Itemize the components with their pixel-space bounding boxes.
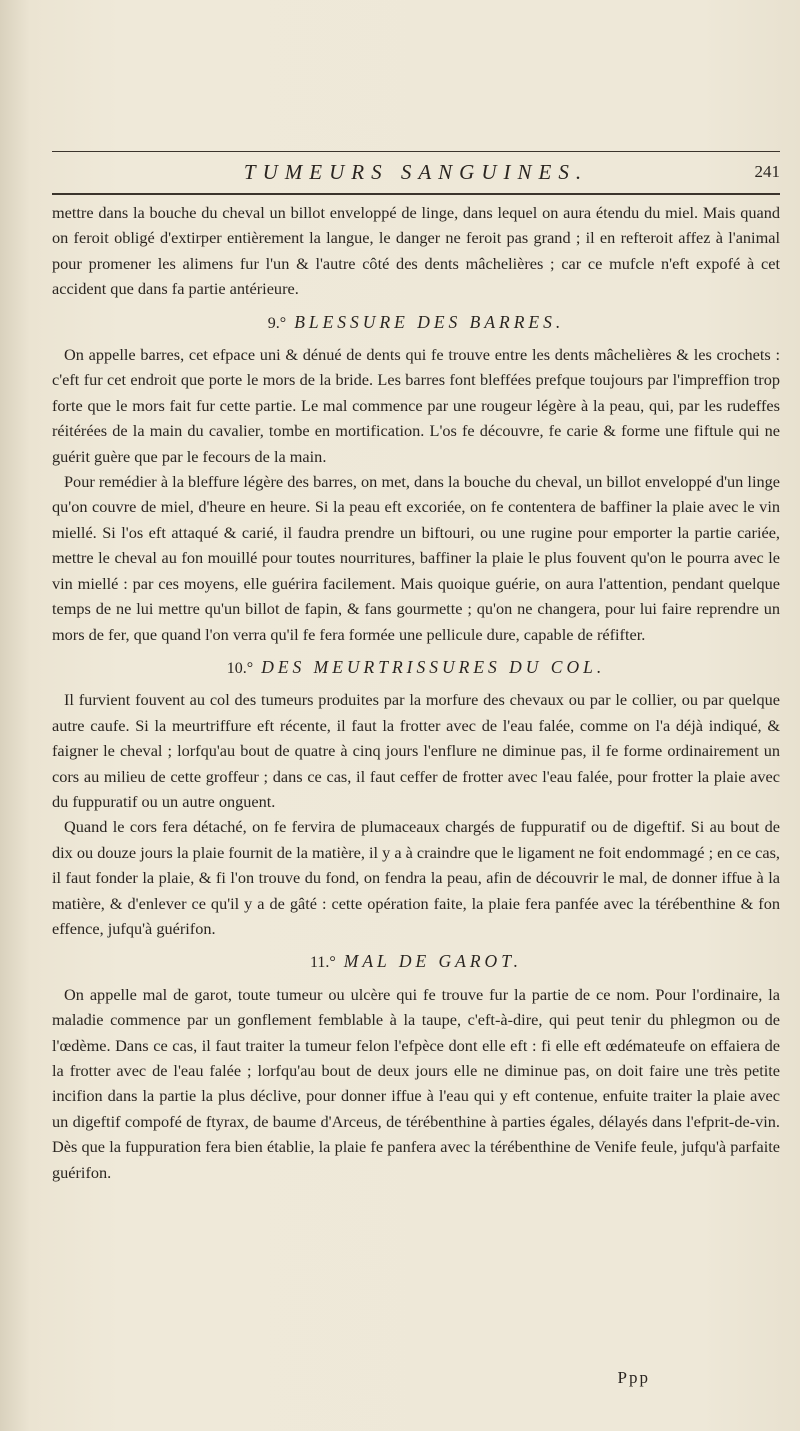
- section-number: 11.°: [309, 954, 336, 972]
- paragraph: Il furvient fouvent au col des tumeurs produites par la morfure des chevaux ou par le collier, ou par quelque autre caufe. Si la meurtriffure eft récente, il faut la frotter avec de l'eau falée, comme on l'a déjà indiqué, & faigner le cheval ; lorfqu'au bout de quatre à cinq jours l'enflure ne diminue pas, il fe forme ordinairement un cors au milieu de cette groffeur ; dans ce cas, il faut ceffer de frotter avec l'eau falée, pour frotter la plaie avec du fuppuratif ou un autre onguent.: [52, 690, 780, 811]
- section-title: MAL DE GAROT.: [343, 951, 523, 972]
- body-text: [52, 200, 780, 1185]
- paragraph: Quand le cors fera détaché, on fe fervira de plumaceaux chargés de fuppuratif ou de digeftif. Si au bout de dix ou douze jours la plaie fournit de la matière, il y a à craindre que le ligament ne foit endommagé ; en ce cas, il faut fonder la plaie, & fi l'on trouve du fond, on fendra la peau, afin de découvrir le mal, de donner iffue à la matière, & d'enlever ce qu'il y a de gâté : cette opération faite, la plaie fera panfée avec la térébenthine & fon effence, jufqu'à guérifon.: [52, 817, 780, 938]
- running-head: [52, 160, 780, 190]
- header-rule-top: [52, 151, 780, 152]
- paragraph: Pour remédier à la bleffure légère des barres, on met, dans la bouche du cheval, un billot enveloppé d'un linge qu'on couvre de miel, d'heure en heure. Si la peau eft excoriée, on fe contentera de baffiner la plaie avec le vin miellé. Si l'os eft attaqué & carié, il faudra prendre un biftouri, ou une rugine pour emporter la partie cariée, mettre le cheval au fon mouillé pour toutes nourritures, baffiner la plaie le plus fouvent qu'on le pourra avec le vin miellé : par ces moyens, elle guérira facilement. Mais quoique guérie, on aura l'attention, pendant quelque temps de ne lui mettre qu'un billot de fapin, & fans gourmette ; qu'on ne changera, pour lui faire reprendre un mors de fer, que quand l'on verra qu'il fe fera formée une pellicule dure, capable de réfifter.: [52, 472, 780, 644]
- section-title: DES MEURTRISSURES DU COL.: [261, 656, 606, 677]
- header-rule-bottom: [52, 193, 780, 195]
- section-title: BLESSURE DES BARRES.: [294, 311, 565, 332]
- running-title: TUMEURS SANGUINES.: [243, 160, 589, 184]
- paragraph: On appelle barres, cet efpace uni & dénué de dents qui fe trouve entre les dents mâchelières & les crochets : c'eft fur cet endroit que porte le mors de la bride. Les barres font bleffées prefque toujours par l'impreffion trop forte que le mors fait fur cette partie. Le mal commence par une rougeur légère à la peau, qui, par les rudeffes réitérées de la main du cavalier, tombe en mortification. L'os fe découvre, fe carie & forme une fiftule qui ne guérit guère que par le fecours de la main.: [52, 345, 780, 466]
- section-heading-10: [52, 655, 780, 681]
- section-number: 9.°: [267, 314, 287, 332]
- intro-paragraph: mettre dans la bouche du cheval un billot enveloppé de linge, dans lequel on aura étendu du miel. Mais quand on feroit obligé d'extirper entièrement la langue, le danger ne feroit pas grand ; il en refteroit affez à l'animal pour promener les alimens fur l'un & l'autre côté des dents mâchelières ; car ce mufcle n'eft expofé à cet accident que dans fa partie antérieure.: [52, 203, 780, 299]
- section-heading-9: [52, 310, 780, 336]
- signature-mark: Ppp: [617, 1368, 650, 1387]
- section-number: 10.°: [226, 659, 254, 677]
- section-heading-11: [52, 949, 780, 975]
- paragraph: On appelle mal de garot, toute tumeur ou ulcère qui fe trouve fur la partie de ce nom. Pour l'ordinaire, la maladie commence par un gonflement femblable à la taupe, c'eft-à-dire, qui peut tenir du phlegmon ou de l'œdème. Dans ce cas, il faut traiter la tumeur felon l'efpèce dont elle eft : fi elle eft œdémateufe on effaiera de la frotter avec de l'eau falée ; lorfqu'au bout de deux jours elle ne diminue pas, on doit faire une très petite incifion dans la partie la plus déclive, pour donner iffue à l'eau qui y eft contenue, enfuite traiter la plaie avec un digeftif compofé de ftyrax, de baume d'Arceus, de térébenthine à parties égales, délayés dans l'efprit-de-vin. Dès que la fuppuration fera bien établie, la plaie fe panfera avec la térébenthine de Venife feule, jufqu'à parfaite guérifon.: [52, 984, 780, 1182]
- page-number: 241: [754, 162, 780, 181]
